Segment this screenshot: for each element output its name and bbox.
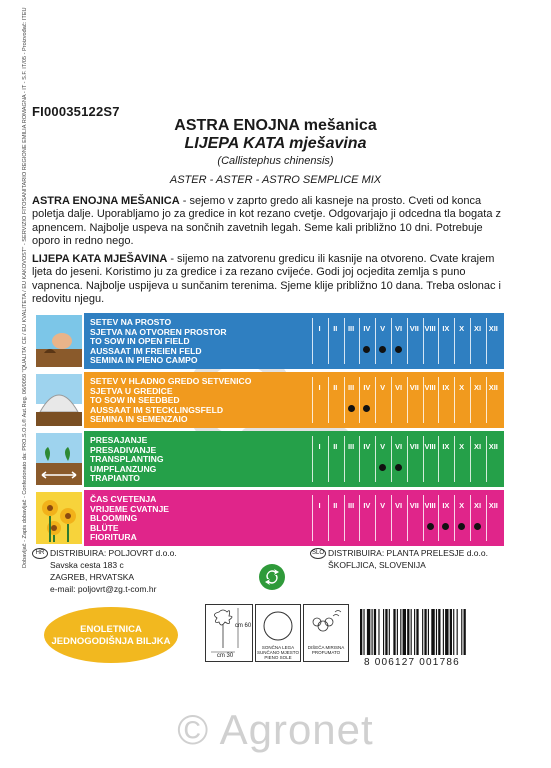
month-cell: [470, 434, 485, 484]
plant-width-label: cm 30: [216, 653, 234, 659]
month-label: II: [333, 442, 338, 451]
product-code: FI00035122S7: [32, 104, 120, 119]
latin-name: (Callistephus chinensis): [217, 155, 334, 167]
month-label: IX: [442, 383, 450, 392]
month-label: XI: [473, 383, 482, 392]
month-label: VII: [409, 383, 419, 392]
month-label: IX: [442, 501, 450, 510]
hr-badge: HR: [32, 548, 48, 559]
names-line: ASTER - ASTER - ASTRO SEMPLICE MIX: [169, 174, 382, 186]
month-label: I: [318, 383, 321, 392]
annual-plant-label: ENOLETNICA: [80, 624, 142, 635]
calendar-band-label: UMPFLANZUNG: [90, 463, 157, 474]
month-cell: [391, 375, 406, 425]
calendar-band-label: SEMINA IN PIENO CAMPO: [90, 355, 198, 366]
month-cell: [423, 434, 438, 484]
barcode-bar: [461, 609, 462, 655]
barcode-bar: [378, 609, 379, 655]
month-cell: [470, 493, 485, 543]
month-cell: [423, 375, 438, 425]
month-label: XII: [488, 383, 498, 392]
annual-plant-badge: [44, 607, 178, 663]
barcode-bar: [422, 609, 423, 655]
month-label: III: [347, 442, 355, 451]
calendar-band-label: SETEV V HLADNO GREDO SETVENICO: [90, 376, 252, 386]
calendar-band: [34, 431, 504, 487]
month-active-dot: [379, 464, 386, 471]
barcode-bar: [372, 609, 373, 655]
month-label: X: [459, 501, 465, 510]
month-cell: [438, 316, 453, 366]
month-label: VI: [394, 501, 403, 510]
month-cell: [438, 493, 453, 543]
barcode-bar: [363, 609, 364, 655]
calendar-band-label: AUSSAAT IM STECKLINGSFELD: [90, 404, 224, 415]
barcode-bar: [457, 609, 458, 655]
calendar-band-label: SEMINA IN SEMENZAIO: [90, 414, 188, 425]
month-active-dot: [427, 523, 434, 530]
calendar-band: [34, 372, 504, 428]
barcode-bar: [431, 609, 434, 655]
month-label: IV: [363, 442, 371, 451]
month-label: IV: [363, 383, 371, 392]
calendar-months: [312, 493, 502, 543]
calendar-band-labels: [90, 318, 227, 366]
month-active-dot: [395, 464, 402, 471]
month-cell: [454, 316, 469, 366]
month-cell: [328, 493, 343, 543]
barcode-number: 8 006127 001786: [364, 657, 460, 668]
si-badge: SLO: [310, 548, 326, 559]
distributor-hr-line: e-mail: poljovrt@zg.t-com.hr: [50, 584, 157, 594]
month-label: X: [459, 324, 465, 333]
month-label: V: [380, 324, 386, 333]
description-croatian: [32, 253, 504, 307]
calendar-band-label: AUSSAAT IM FREIEN FELD: [90, 345, 202, 356]
month-label: II: [333, 383, 338, 392]
recycle-icon: [258, 563, 286, 591]
month-cell: [454, 434, 469, 484]
month-cell: [359, 316, 374, 366]
month-cell: [407, 434, 422, 484]
barcode-bar: [374, 609, 376, 655]
barcode-bar: [443, 609, 444, 655]
month-label: V: [380, 442, 386, 451]
month-cell: [407, 316, 422, 366]
month-active-dot: [442, 523, 449, 530]
month-label: VIII: [424, 383, 436, 392]
sowing-calendar: [34, 313, 504, 549]
calendar-band-label: ČAS CVETENJA: [90, 494, 157, 504]
month-label: IX: [442, 324, 450, 333]
barcode-bar: [389, 609, 390, 655]
calendar-band-label: FIORITURA: [90, 532, 137, 543]
month-cell: [312, 316, 327, 366]
description-croatian-body: - sijemo na zatvorenu gredicu ili kasnije na otvoreno. Cvate krajem ljeta do jeseni. Koristimo ju za gredice i za rezano cvijeće. Godi joj ocjedita zemlja s puno vapnenca. Najbolje uspijeva u sunčanim terenima. Sjeme klije približno 10 dana. Treba oslonac i redovitu njegu.: [32, 253, 501, 306]
month-cell: [407, 493, 422, 543]
month-cell: [328, 434, 343, 484]
month-active-dot: [363, 405, 370, 412]
month-label: V: [380, 501, 386, 510]
month-cell: [470, 316, 485, 366]
barcode-bar: [383, 609, 384, 655]
title-slovenian: ASTRA ENOJNA mešanica: [174, 117, 377, 134]
calendar-band-label: SETEV NA PROSTO: [90, 317, 172, 327]
month-cell: [328, 316, 343, 366]
month-cell: [391, 434, 406, 484]
month-cell: [454, 375, 469, 425]
month-label: VIII: [424, 324, 436, 333]
month-cell: [486, 316, 501, 366]
month-label: IX: [442, 442, 450, 451]
month-cell: [391, 316, 406, 366]
plant-info-icons: [205, 604, 350, 662]
month-cell: [312, 434, 327, 484]
side-legal-text: [12, 7, 28, 568]
calendar-band-label: BLÜTE: [90, 522, 119, 533]
month-cell: [312, 375, 327, 425]
month-cell: [344, 316, 359, 366]
month-label: I: [318, 442, 321, 451]
title-croatian: LIJEPA KATA mješavina: [184, 135, 367, 152]
month-label: V: [380, 383, 386, 392]
month-label: III: [347, 324, 355, 333]
barcode-bar: [393, 609, 395, 655]
barcode-bar: [428, 609, 429, 655]
month-label: II: [333, 501, 338, 510]
month-label: VI: [394, 442, 403, 451]
month-cell: [359, 493, 374, 543]
distributor-si-line: DISTRIBUIRA: PLANTA PRELESJE d.o.o.: [328, 548, 488, 558]
month-label: XI: [473, 442, 482, 451]
description-slovenian-body: - sejemo v zaprto gredo ali kasneje na prosto. Cveti od konca poletja dalje. Uporabljamo jo za gredice in kot rezano cvetje. Odgovarjajo ji odcedna tla bogata z apnencem. Najbolje uspeva na sončnih zavetnih legah. Seme kali približno 10 dni. Potrebuje oporo in redno nego.: [32, 195, 502, 248]
barcode-bar: [411, 609, 412, 655]
month-label: VII: [409, 324, 419, 333]
barcode-bar: [407, 609, 409, 655]
description-slovenian: [32, 195, 504, 249]
month-cell: [344, 375, 359, 425]
barcode-bar: [360, 609, 362, 655]
month-cell: [375, 434, 390, 484]
month-cell: [454, 493, 469, 543]
calendar-band-label: VRIJEME CVATNJE: [90, 503, 169, 514]
month-label: III: [347, 383, 355, 392]
month-cell: [486, 434, 501, 484]
calendar-band: [34, 313, 504, 369]
month-label: X: [459, 442, 465, 451]
month-cell: [391, 493, 406, 543]
calendar-band-illustration: [34, 372, 84, 428]
calendar-band-labels: [90, 495, 169, 543]
month-active-dot: [379, 346, 386, 353]
month-label: VI: [394, 383, 403, 392]
month-cell: [359, 434, 374, 484]
month-cell: [486, 375, 501, 425]
distributor-hr-line: Savska cesta 183 c: [50, 560, 124, 570]
barcode-bar: [450, 609, 452, 655]
barcode: [356, 609, 506, 655]
month-active-dot: [348, 405, 355, 412]
month-label: VIII: [424, 442, 436, 451]
month-active-dot: [395, 346, 402, 353]
month-active-dot: [474, 523, 481, 530]
barcode-bar: [453, 609, 454, 655]
month-label: VII: [409, 442, 419, 451]
month-cell: [407, 375, 422, 425]
distributor-hr-line: ZAGREB, HRVATSKA: [50, 572, 135, 582]
calendar-band-illustration: [34, 313, 84, 369]
sun-exposure-caption: SONČNA LEGA SUNČANO MJESTO PIENO SOLE: [257, 645, 299, 660]
barcode-bar: [438, 609, 440, 655]
month-cell: [486, 493, 501, 543]
month-label: X: [459, 383, 465, 392]
month-cell: [375, 375, 390, 425]
calendar-band-label: PRESAJANJE: [90, 435, 148, 445]
calendar-band-label: TRANSPLANTING: [90, 454, 164, 465]
distributor-hr: [50, 547, 177, 595]
calendar-band-label: TO SOW IN OPEN FIELD: [90, 336, 190, 347]
month-cell: [359, 375, 374, 425]
month-cell: [328, 375, 343, 425]
month-label: XII: [488, 442, 498, 451]
plant-height-label: cm 60: [234, 623, 252, 629]
month-label: VI: [394, 324, 403, 333]
barcode-bar: [367, 609, 370, 655]
barcode-bar: [397, 609, 398, 655]
month-cell: [423, 316, 438, 366]
month-label: XII: [488, 324, 498, 333]
calendar-months: [312, 375, 502, 425]
month-label: XI: [473, 501, 482, 510]
month-cell: [344, 434, 359, 484]
calendar-band-illustration: [34, 431, 84, 487]
distributor-si: [328, 547, 488, 571]
calendar-band-labels: [90, 436, 164, 484]
month-label: VIII: [424, 501, 436, 510]
distributor-si-line: ŠKOFLJICA, SLOVENIJA: [328, 560, 426, 570]
month-label: IV: [363, 324, 371, 333]
calendar-band: [34, 490, 504, 546]
calendar-band-label: PRESADIVANJE: [90, 444, 157, 455]
distributor-hr-line: DISTRIBUIRA: POLJOVRT d.o.o.: [50, 548, 177, 558]
description-slovenian-head: ASTRA ENOJNA MEŠANICA: [32, 195, 180, 207]
month-label: III: [347, 501, 355, 510]
barcode-bar: [403, 609, 406, 655]
calendar-months: [312, 316, 502, 366]
barcode-bar: [424, 609, 426, 655]
month-label: II: [333, 324, 338, 333]
month-cell: [312, 493, 327, 543]
calendar-band-label: SJETVA NA OTVOREN PROSTOR: [90, 326, 227, 337]
side-legal-text-content: Dobavljač - Zapis dobavljač - Confezionato da: PRO.S.O.L® Aut.Reg. 06/0050 "QUALITA' CE / EU KVALITETA / EU KAKOVOST" - SERVIZIO FITOSANITARIO REGIONE EMILIA ROMAGNA - IT - S.F. IT/05 - Proizvođač: ITEU: [22, 7, 28, 568]
calendar-band-label: TRAPIANTO: [90, 473, 140, 484]
month-cell: [423, 493, 438, 543]
barcode-bar: [464, 609, 466, 655]
barcode-bar: [385, 609, 387, 655]
month-label: I: [318, 501, 321, 510]
month-cell: [470, 375, 485, 425]
month-cell: [344, 493, 359, 543]
barcode-bar: [414, 609, 415, 655]
calendar-band-label: TO SOW IN SEEDBED: [90, 395, 180, 406]
month-cell: [375, 316, 390, 366]
barcode-bar: [416, 609, 418, 655]
month-cell: [438, 434, 453, 484]
month-label: IV: [363, 501, 371, 510]
calendar-band-labels: [90, 377, 251, 425]
calendar-months: [312, 434, 502, 484]
fragrant-caption: DIŠEČA MIRISNA PROFUMATO: [307, 645, 345, 655]
month-active-dot: [458, 523, 465, 530]
month-label: I: [318, 324, 321, 333]
calendar-band-label: BLOOMING: [90, 513, 138, 524]
barcode-bar: [436, 609, 437, 655]
annual-plant-label: JEDNOGODIŠNJA BILJKA: [51, 636, 171, 647]
calendar-band-label: SJETVA U GREDICE: [90, 385, 173, 396]
month-active-dot: [363, 346, 370, 353]
month-label: XII: [488, 501, 498, 510]
month-cell: [438, 375, 453, 425]
barcode-bar: [400, 609, 401, 655]
calendar-band-illustration: [34, 490, 84, 546]
agronet-watermark: © Agronet: [177, 706, 374, 753]
month-cell: [375, 493, 390, 543]
month-label: VII: [409, 501, 419, 510]
barcode-bar: [445, 609, 448, 655]
description-croatian-head: LIJEPA KATA MJEŠAVINA: [32, 253, 168, 265]
month-label: XI: [473, 324, 482, 333]
